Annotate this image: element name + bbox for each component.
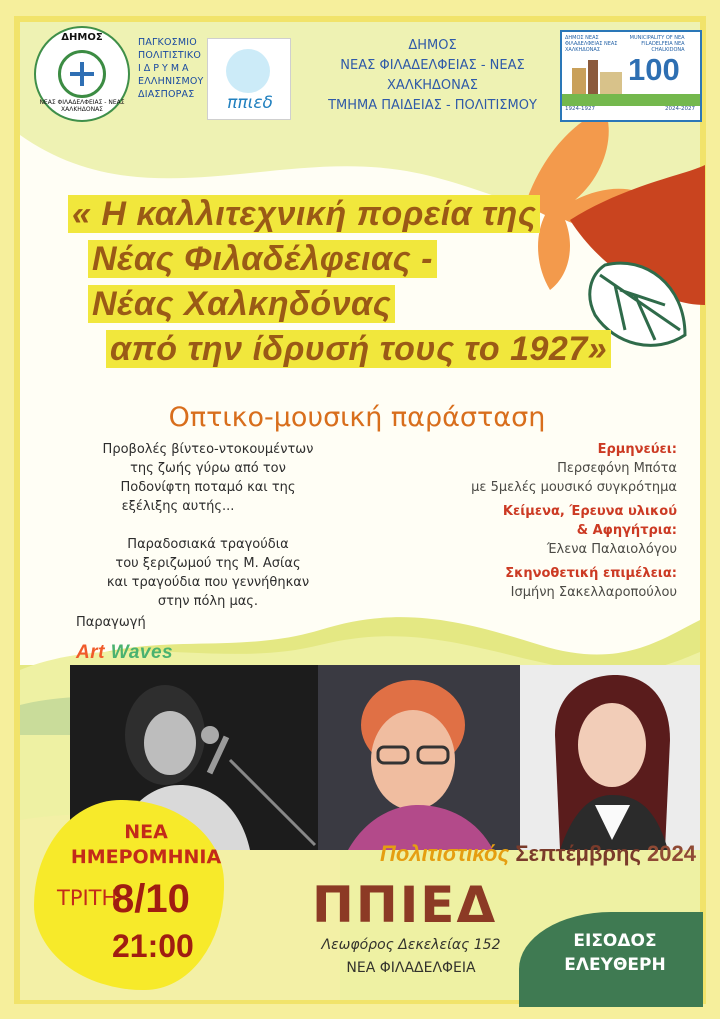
performer-extra: με 5μελές μουσικό συγκρότημα <box>471 480 677 495</box>
entry-line: ΕΛΕΥΘΕΡΗ <box>564 955 666 975</box>
performer-name: Περσεφόνη Μπότα <box>557 461 677 476</box>
centenary-logo <box>560 30 702 122</box>
municipality-header <box>300 36 565 116</box>
title-line: από την ίδρυσή τους το 1927» <box>106 330 611 368</box>
institute-line: ΠΟΛΙΤΙΣΤΙΚΟ <box>138 50 202 61</box>
city-icon <box>568 54 628 94</box>
municipality-line: ΔΗΜΟΣ <box>408 38 457 53</box>
seal-cross-icon <box>70 62 94 86</box>
season-year: 2024 <box>647 841 696 866</box>
institute-line: ΠΑΓΚΟΣΜΙΟ <box>138 37 197 48</box>
institute-line: ΕΛΛΗΝΙΣΜΟΥ <box>138 76 204 87</box>
entry-line: ΕΙΣΟΔΟΣ <box>573 931 657 951</box>
title-line: Νέας Χαλκηδόνας <box>88 285 395 323</box>
event-date: 8/10 <box>112 877 190 921</box>
venue-name: ΠΠΙΕΔ <box>312 876 498 934</box>
credits <box>400 440 677 602</box>
artwaves-logo <box>76 642 173 664</box>
centenary-years <box>565 106 695 112</box>
ppied-logo-text: ππιεδ <box>227 93 273 113</box>
institute-line: ΙΔΡΥΜΑ <box>138 63 192 74</box>
event-day: ΤΡΙΤΗ <box>57 886 118 910</box>
municipality-line: ΝΕΑΣ ΦΙΛΑΔΕΛΦΕΙΑΣ - ΝΕΑΣ ΧΑΛΚΗΔΟΝΑΣ <box>340 58 525 93</box>
main-title <box>68 192 638 372</box>
ppied-logo <box>207 38 291 120</box>
photo-director <box>520 665 700 850</box>
address-line: ΝΕΑ ΦΙΛΑΔΕΛΦΕΙΑ <box>346 960 476 976</box>
description-line: της ζωής γύρω από τον <box>130 461 286 476</box>
performer-role: Ερμηνεύει: <box>597 442 677 457</box>
subtitle: Οπτικο-μουσική παράσταση <box>168 402 546 433</box>
centenary-header <box>565 35 697 53</box>
production-label: Παραγωγή <box>76 615 146 630</box>
centenary-left-caption: ΔΗΜΟΣ ΝΕΑΣ ΦΙΛΑΔΕΛΦΕΙΑΣ ΝΕΑΣ ΧΑΛΚΗΔΟΝΑΣ <box>565 35 618 53</box>
description-line: του ξεριζωμού της Μ. Ασίας <box>115 556 301 571</box>
director-name: Ισμήνη Σακελλαροπούλου <box>510 585 677 600</box>
centenary-years-left: 1924-1927 <box>565 106 595 112</box>
description-line: στην πόλη μας. <box>157 594 259 609</box>
description-line: Ποδονίφτη ποταμό και της <box>120 480 296 495</box>
new-date-line: ΗΜΕΡΟΜΗΝΙΑ <box>70 846 222 868</box>
institute-name <box>138 36 203 101</box>
swirl-icon <box>226 49 270 93</box>
seal-bottom-text: ΝΕΑΣ ΦΙΛΑΔΕΛΦΕΙΑΣ - ΝΕΑΣ ΧΑΛΚΗΔΟΝΑΣ <box>39 99 125 113</box>
centenary-right-caption: MUNICIPALITY OF NEA FILADELFEIA NEA CHALKIDONA <box>629 35 685 53</box>
texts-role: Κείμενα, Έρευνα υλικού <box>502 504 677 519</box>
centenary-band <box>562 94 700 106</box>
description-line: Προβολές βίντεο-ντοκουμέντων <box>102 442 314 457</box>
title-line: « Η καλλιτεχνική πορεία της <box>68 195 540 233</box>
season-part1: Πολιτιστικός <box>380 841 510 866</box>
centenary-years-right: 2024-2027 <box>665 106 695 112</box>
new-date-label <box>70 820 222 870</box>
texts-role: & Αφηγήτρια: <box>576 523 677 538</box>
narrator-photo-image <box>318 665 520 850</box>
description-line: εξέλιξης αυτής... <box>121 499 235 514</box>
season-part2: Σεπτέμβρης <box>515 841 641 866</box>
director-photo-image <box>520 665 700 850</box>
artwaves-part1: Art <box>76 642 105 663</box>
season-label <box>320 841 696 867</box>
description-line: και τραγούδια που γεννήθηκαν <box>106 575 310 590</box>
description-line: Παραδοσιακά τραγούδια <box>127 537 289 552</box>
address-line: Λεωφόρος Δεκελείας 152 <box>321 937 501 953</box>
venue-address <box>296 934 526 980</box>
artwaves-part2: Waves <box>110 642 174 663</box>
centenary-number: 100 <box>628 52 680 87</box>
institute-line: ΔΙΑΣΠΟΡΑΣ <box>138 89 195 100</box>
new-date-line: ΝΕΑ <box>124 821 168 843</box>
director-role: Σκηνοθετική επιμέλεια: <box>505 566 677 581</box>
municipality-seal <box>34 26 130 122</box>
texts-name: Έλενα Παλαιολόγου <box>546 542 677 557</box>
free-entry-text <box>540 929 690 977</box>
seal-top-text: ΔΗΜΟΣ <box>61 32 103 43</box>
photo-narrator <box>318 665 520 850</box>
title-line: Νέας Φιλαδέλφειας - <box>88 240 437 278</box>
municipality-line: ΤΜΗΜΑ ΠΑΙΔΕΙΑΣ - ΠΟΛΙΤΙΣΜΟΥ <box>328 98 537 113</box>
event-time: 21:00 <box>112 928 194 964</box>
description <box>72 440 344 632</box>
